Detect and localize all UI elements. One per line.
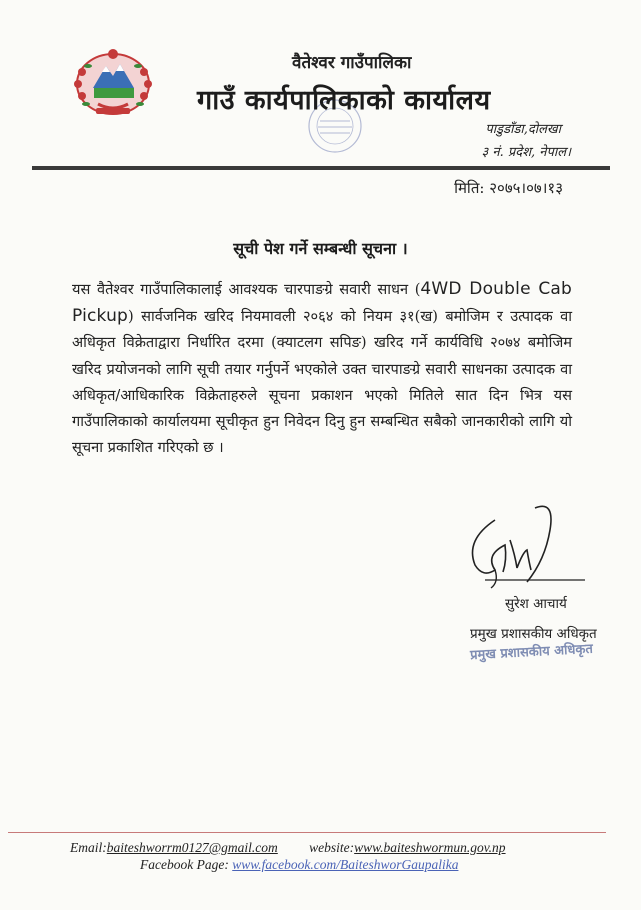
municipality-name: वैतेश्वर गाउँपालिका: [292, 53, 412, 73]
signatory-name: सुरेश आचार्य: [505, 596, 567, 612]
body-english-vehicle: 4WD Double Cab Pickup: [72, 279, 572, 327]
facebook-label: Facebook Page:: [140, 857, 229, 872]
body-part-1: यस वैतेश्वर गाउँपालिकालाई आवश्यक चारपाङग्रे सवारी साधन (: [72, 281, 421, 298]
office-title: गाउँ कार्यपालिकाको कार्यालय: [197, 85, 491, 116]
website-label: website:: [309, 840, 355, 855]
footer-divider: [8, 832, 606, 833]
footer-facebook-line: [140, 857, 458, 873]
website-link[interactable]: www.baiteshwormun.gov.np: [354, 840, 506, 855]
date-value: २०७५।०७।१३: [489, 179, 563, 197]
address-line-1: पाडुडाँडा,दोलखा: [485, 122, 561, 137]
header-divider: [32, 166, 610, 170]
title-stamp: प्रमुख प्रशासकीय अधिकृत: [469, 641, 594, 664]
notice-body: [72, 276, 572, 461]
facebook-link[interactable]: www.facebook.com/BaiteshworGaupalika: [232, 857, 459, 872]
date-line: [454, 178, 563, 198]
email-link[interactable]: baiteshworrm0127@gmail.com: [106, 840, 278, 855]
signatory-title: प्रमुख प्रशासकीय अधिकृत: [470, 626, 597, 642]
date-label: मिति:: [454, 179, 485, 197]
nepal-emblem-icon: [68, 44, 158, 124]
notice-subject: सूची पेश गर्ने सम्बन्धी सूचना ।: [233, 239, 408, 258]
address-line-2: ३ नं. प्रदेश, नेपाल।: [481, 145, 571, 160]
body-part-2: ) सार्वजनिक खरिद नियमावली २०६४ को नियम ३१(ख) बमोजिम र उत्पादक वा अधिकृत विक्रेताद्वारा निर्धारित दरमा (क्याटलग सपिङ) खरिद गर्ने कार्यविधि २०७४ बमोजिम खरिद प्रयोजनको लागि सूची तयार गर्नुपर्ने भएकोले उक्त चारपाङग्रे सवारी साधनका उत्पादक वा अधिकृत/आधिकारिक विक्रेताहरुले सूचना प्रकाशन भएको मितिले सात दिन भित्र यस गाउँपालिकाको कार्यालयमा सूचीकृत हुन निवेदन दिनु हुन सम्बन्धित सबैको जानकारीको लागि यो सूचना प्रकाशित गरिएको छ ।: [72, 308, 572, 457]
footer-contact-line: [70, 840, 506, 856]
handwritten-signature-icon: [455, 500, 595, 595]
email-label: Email:: [70, 840, 107, 855]
